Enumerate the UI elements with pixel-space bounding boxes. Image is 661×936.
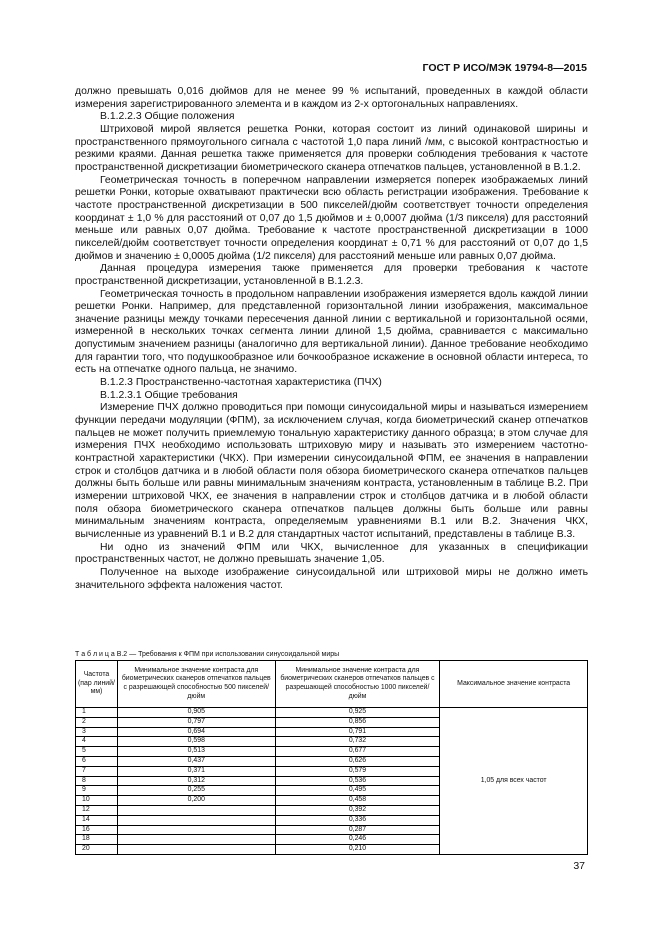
paragraph: Измерение ПЧХ должно проводиться при помощи синусоидальной миры и называться измерением функции передачи модуляции (ФПМ), за исключением случая, когда биометрический сканер отпечатков пальцев не может получить приемлемую тональную характеристику данного образца; в этом случае для измерения ПЧХ необходимо использовать штриховую миру и называть это измерением частотно-контрастной характеристики (ЧКХ). При измерении синусоидальной ФПМ, ее значения в направлении строк и столбцов датчика и в любой области поля обзора биометрического сканера отпечатков пальцев должны быть больше или равны минимальным значениям контраста, установленным в таблице В.2. При измерении штриховой ЧКХ, ее значения в направлении строк и столбцов датчика и в любой области поля обзора биометрического сканера отпечатков пальцев должны быть больше или равны минимальным значениям контраста, определяемым уравнениями В.1 или В.2. Значения ЧКХ, вычисленные из уравнений В.1 и В.2 для стандартных частот испытаний, представлены в таблице В.3. xyxy=(75,402,588,540)
cell-frequency: 9 xyxy=(76,786,118,796)
cell-min-1000: 0,579 xyxy=(275,766,440,776)
cell-frequency: 3 xyxy=(76,727,118,737)
cell-min-1000: 0,392 xyxy=(275,805,440,815)
cell-min-500: 0,371 xyxy=(117,766,275,776)
cell-min-1000: 0,677 xyxy=(275,747,440,757)
cell-min-1000: 0,246 xyxy=(275,835,440,845)
paragraph: Геометрическая точность в поперечном направлении измеряется поперек изображаемых линий решетки Ронки, которые охватывают практически всю область регистрации изображения. Требование к частоте пространственной дискретизации в 500 пикселей/дюйм соответствует точности определения координат ± 1,0 % для расстояний от 0,07 до 1,5 дюймов и ± 0,0007 дюйма (1/3 пикселя) для расстояний меньше или равных 0,07 дюйма. Требование к частоте пространственной дискретизации в 1000 пикселей/дюйм соответствует точности определения координат ± 0,71 % для расстояний от 0,07 до 1,5 дюймов и значению ± 0,0005 дюйма (1/2 пикселя) для расстояний меньше или равных 0,07 дюйма. xyxy=(75,174,588,262)
cell-frequency: 6 xyxy=(76,756,118,766)
cell-frequency: 16 xyxy=(76,825,118,835)
cell-min-500: 0,255 xyxy=(117,786,275,796)
cell-min-500 xyxy=(117,835,275,845)
paragraph: В.1.2.3 Пространственно-частотная характеристика (ПЧХ) xyxy=(100,377,382,389)
cell-frequency: 18 xyxy=(76,835,118,845)
cell-min-1000: 0,626 xyxy=(275,756,440,766)
cell-min-1000: 0,495 xyxy=(275,786,440,796)
cell-min-500: 0,312 xyxy=(117,776,275,786)
cell-min-500: 0,905 xyxy=(117,708,275,718)
cell-frequency: 8 xyxy=(76,776,118,786)
paragraph: Штриховой мирой является решетка Ронки, которая состоит из линий одинаковой ширины и пространственного прямоугольного сигнала с частотой 1,0 пара линий /мм, с высокой контрастностью и резкими краями. Данная решетка также применяется для проверки соблюдения требования к частоте пространственной дискретизации биометрического сканера отпечатков пальцев, установленной в В.1.2. xyxy=(75,123,588,173)
header-min-500: Минимальное значение контраста для биометрических сканеров отпечатков пальцев с разрешающей способностью 500 пикселей/дюйм xyxy=(117,661,275,708)
cell-min-500: 0,797 xyxy=(117,717,275,727)
header-frequency: Частота (пар линий/мм) xyxy=(76,661,118,708)
cell-min-1000: 0,856 xyxy=(275,717,440,727)
cell-min-1000: 0,336 xyxy=(275,815,440,825)
paragraph: Полученное на выходе изображение синусоидальной или штриховой миры не должно иметь значительного эффекта наложения частот. xyxy=(75,566,588,591)
paragraph: В.1.2.3.1 Общие требования xyxy=(100,389,238,401)
cell-frequency: 5 xyxy=(76,747,118,757)
table-row xyxy=(76,708,588,718)
cell-frequency: 20 xyxy=(76,845,118,855)
cell-frequency: 7 xyxy=(76,766,118,776)
cell-min-500: 0,694 xyxy=(117,727,275,737)
cell-min-500 xyxy=(117,825,275,835)
cell-min-500: 0,200 xyxy=(117,796,275,806)
cell-min-1000: 0,210 xyxy=(275,845,440,855)
cell-min-1000: 0,925 xyxy=(275,708,440,718)
cell-frequency: 10 xyxy=(76,796,118,806)
cell-frequency: 14 xyxy=(76,815,118,825)
document-header: ГОСТ Р ИСО/МЭК 19794-8—2015 xyxy=(422,62,587,74)
cell-frequency: 1 xyxy=(76,708,118,718)
cell-min-1000: 0,732 xyxy=(275,737,440,747)
paragraph: Ни одно из значений ФПМ или ЧКХ, вычисленное для указанных в спецификации пространственных частот, не должно превышать значение 1,05. xyxy=(75,541,588,566)
header-min-1000: Минимальное значение контраста для биометрических сканеров отпечатков пальцев с разрешающей способностью 1000 пикселей/дюйм xyxy=(275,661,440,708)
paragraph: Данная процедура измерения также применяется для проверки требования к частоте пространственной дискретизации, установленной в В.1.2.3. xyxy=(75,263,588,287)
paragraph: должно превышать 0,016 дюймов для не менее 99 % испытаний, проведенных в каждой области измерения зарегистрированного элемента и в каждом из 2-х ортогональных направлениях. xyxy=(75,86,588,110)
cell-min-500: 0,437 xyxy=(117,756,275,766)
page-number: 37 xyxy=(573,860,585,872)
cell-min-1000: 0,536 xyxy=(275,776,440,786)
cell-frequency: 12 xyxy=(76,805,118,815)
cell-min-500: 0,513 xyxy=(117,747,275,757)
table-caption: Т а б л и ц а В.2 — Требования к ФПМ при использовании синусоидальной миры xyxy=(75,651,340,658)
paragraph: В.1.2.2.3 Общие положения xyxy=(100,111,235,123)
cell-min-500 xyxy=(117,805,275,815)
cell-frequency: 2 xyxy=(76,717,118,727)
cell-max-value: 1,05 для всех частот xyxy=(440,708,588,855)
cell-min-500: 0,598 xyxy=(117,737,275,747)
paragraph: Геометрическая точность в продольном направлении изображения измеряется вдоль каждой линии решетки Ронки. Например, для представленной горизонтальной линии изображения, максимальное значение разницы между точками пересечения данной линии с вертикальной и горизонтальной осями, измеренной в нескольких точках сегмента линии длиной 1,5 дюйма, сравнивается с максимально допустимым значением разницы (аналогично для вертикальной линии). Данное требование необходимо для гарантии того, что подушкообразное или бочкообразное искажение в основной области интереса, то есть на отпечатке одного пальца, не значимо. xyxy=(75,288,588,376)
mtf-requirements-table xyxy=(75,660,588,855)
cell-min-500 xyxy=(117,845,275,855)
cell-min-500 xyxy=(117,815,275,825)
body-text xyxy=(75,86,588,592)
cell-min-1000: 0,287 xyxy=(275,825,440,835)
cell-min-1000: 0,458 xyxy=(275,796,440,806)
cell-frequency: 4 xyxy=(76,737,118,747)
header-max: Максимальное значение контраста xyxy=(440,661,588,708)
cell-min-1000: 0,791 xyxy=(275,727,440,737)
